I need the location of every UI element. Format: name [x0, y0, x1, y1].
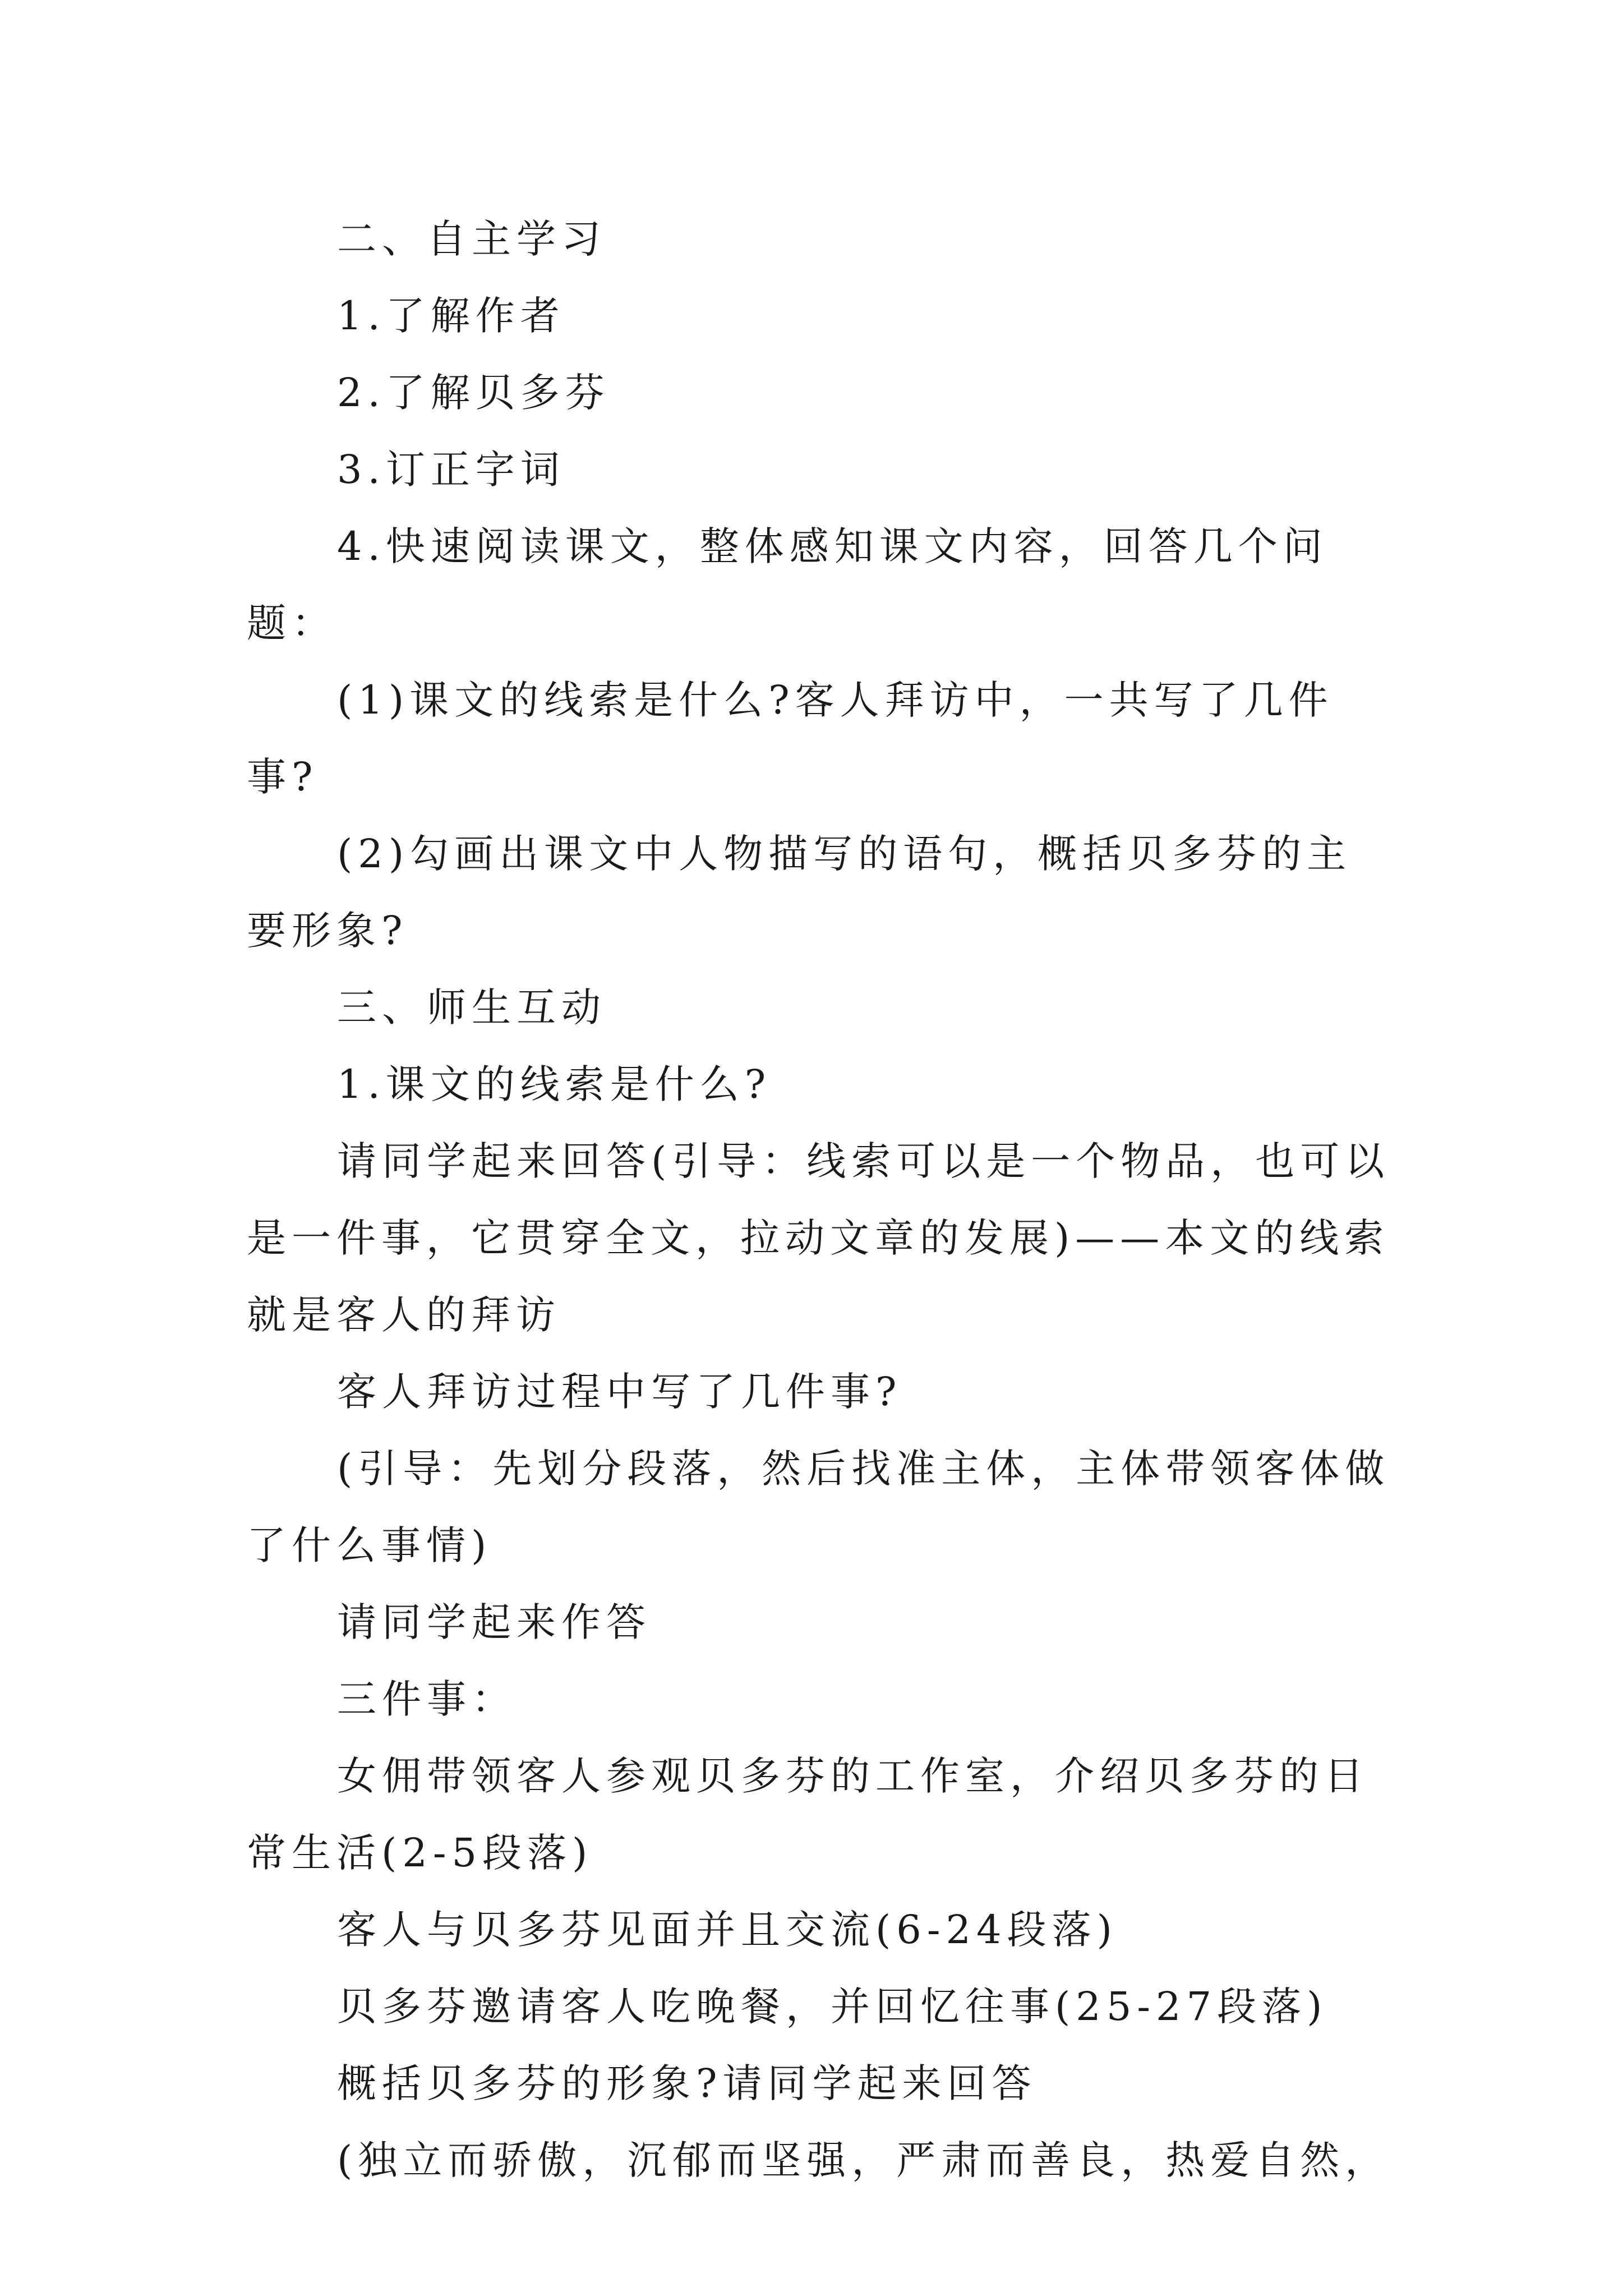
- item-clue-question: 1.课文的线索是什么?: [337, 1061, 772, 1107]
- heading-interaction: 三、师生互动: [337, 984, 606, 1030]
- event-1: 女佣带领客人参观贝多芬的工作室，介绍贝多芬的日常生活(2-5段落): [247, 1753, 1369, 1876]
- paragraph-events-guide: (引导：先划分段落，然后找准主体，主体带领客体做了什么事情): [247, 1446, 1390, 1568]
- paragraph-image-question: 概括贝多芬的形象?请同学起来回答: [337, 2060, 1037, 2106]
- item-know-beethoven: 2.了解贝多芬: [337, 370, 610, 416]
- paragraph-three-events: 三件事：: [337, 1676, 517, 1722]
- paragraph-events-question: 客人拜访过程中写了几件事?: [337, 1369, 902, 1415]
- item-know-author: 1.了解作者: [337, 293, 565, 339]
- paragraph-clue-answer: 请同学起来回答(引导：线索可以是一个物品，也可以是一件事，它贯穿全文，拉动文章的发展)——本文的线索就是客人的拜访: [247, 1138, 1390, 1338]
- item-quick-reading: 4.快速阅读课文，整体感知课文内容，回答几个问题：: [247, 523, 1328, 646]
- question-2: (2)勾画出课文中人物描写的语句，概括贝多芬的主要形象?: [247, 831, 1352, 954]
- item-correct-words: 3.订正字词: [337, 447, 565, 493]
- paragraph-ask-answer: 请同学起来作答: [337, 1599, 651, 1645]
- question-1: (1)课文的线索是什么?客人拜访中，一共写了几件事?: [247, 677, 1334, 800]
- paragraph-image-answer: (独立而骄傲，沉郁而坚强，严肃而善良，热爱自然，: [337, 2137, 1390, 2183]
- document-body: [247, 201, 1391, 2199]
- event-2: 客人与贝多芬见面并且交流(6-24段落): [337, 1907, 1118, 1953]
- event-3: 贝多芬邀请客人吃晚餐，并回忆往事(25-27段落): [337, 1984, 1328, 2030]
- heading-self-study: 二、自主学习: [337, 216, 606, 262]
